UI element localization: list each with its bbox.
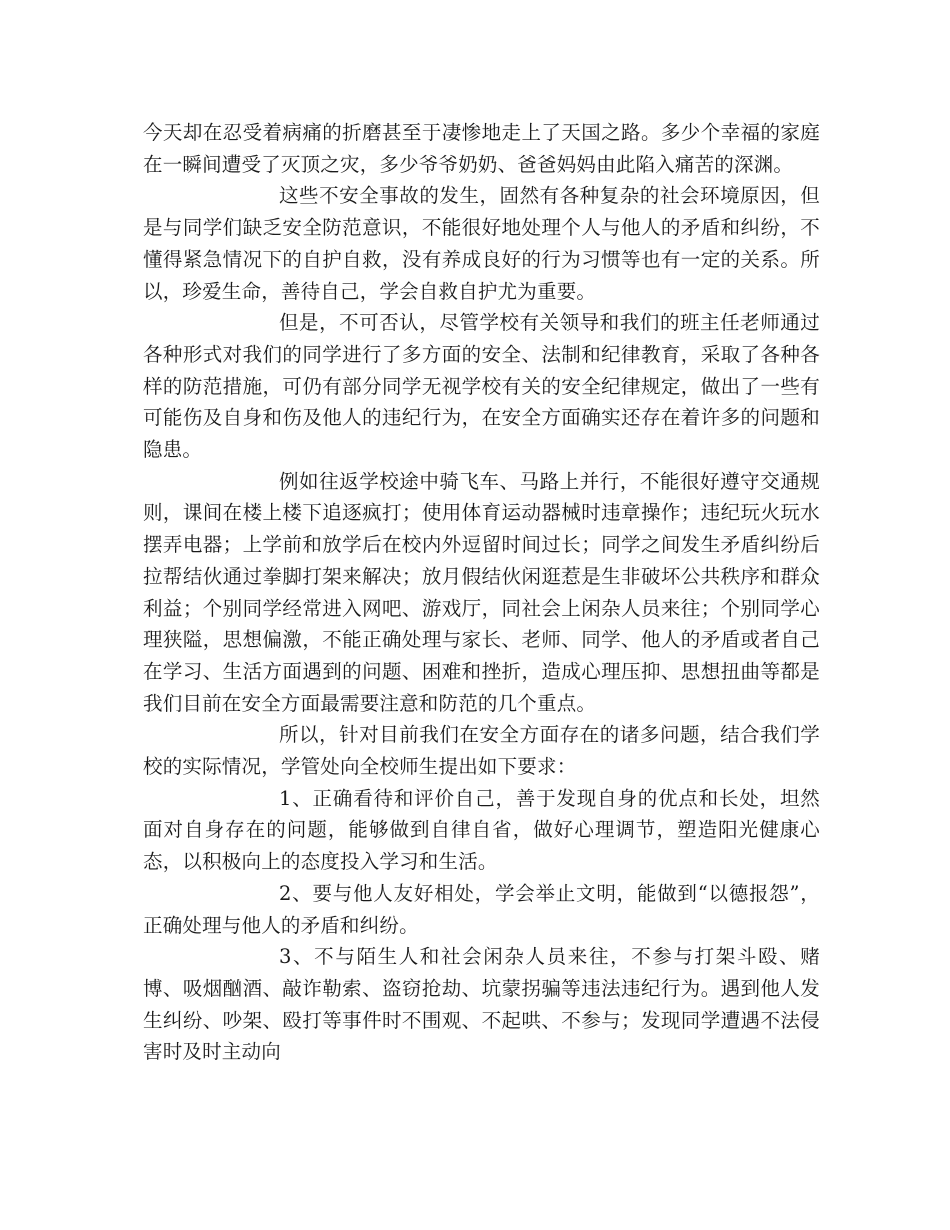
paragraph: 2、要与他人友好相处，学会举止文明，能做到“以德报怨”，正确处理与他人的矛盾和纠纷。	[143, 881, 820, 937]
paragraph: 所以，针对目前我们在安全方面存在的诸多问题，结合我们学校的实际情况，学管处向全校师生提出如下要求：	[143, 723, 820, 779]
paragraph: 这些不安全事故的发生，固然有各种复杂的社会环境原因，但是与同学们缺乏安全防范意识，不能很好地处理个人与他人的矛盾和纠纷，不懂得紧急情况下的自护自救，没有养成良好的行为习惯等也有一定的关系。所以，珍爱生命，善待自己，学会自救自护尤为重要。	[143, 184, 820, 303]
paragraph: 3、不与陌生人和社会闲杂人员来往，不参与打架斗殴、赌博、吸烟酗酒、敲诈勒索、盗窃抢劫、坑蒙拐骗等违法违纪行为。遇到他人发生纠纷、吵架、殴打等事件时不围观、不起哄、不参与；发现同学遭遇不法侵害时及时主动向	[143, 945, 820, 1064]
document-body	[143, 117, 820, 1068]
paragraph: 但是，不可否认，尽管学校有关领导和我们的班主任老师通过各种形式对我们的同学进行了多方面的安全、法制和纪律教育，采取了各种各样的防范措施，可仍有部分同学无视学校有关的安全纪律规定，做出了一些有可能伤及自身和伤及他人的违纪行为，在安全方面确实还存在着许多的问题和隐患。	[143, 311, 820, 462]
paragraph: 今天却在忍受着病痛的折磨甚至于凄惨地走上了天国之路。多少个幸福的家庭在一瞬间遭受了灭顶之灾，多少爷爷奶奶、爸爸妈妈由此陷入痛苦的深渊。	[143, 121, 820, 176]
paragraph: 1、正确看待和评价自己，善于发现自身的优点和长处，坦然面对自身存在的问题，能够做到自律自省，做好心理调节，塑造阳光健康心态，以积极向上的态度投入学习和生活。	[143, 786, 820, 874]
paragraph: 例如往返学校途中骑飞车、马路上并行，不能很好遵守交通规则，课间在楼上楼下追逐疯打；使用体育运动器械时违章操作；违纪玩火玩水摆弄电器；上学前和放学后在校内外逗留时间过长；同学之间发生矛盾纠纷后拉帮结伙通过拳脚打架来解决；放月假结伙闲逛惹是生非破坏公共秩序和群众利益；个别同学经常进入网吧、游戏厅，同社会上闲杂人员来往；个别同学心理狭隘，思想偏激，不能正确处理与家长、老师、同学、他人的矛盾或者自己在学习、生活方面遇到的问题、困难和挫折，造成心理压抑、思想扭曲等都是我们目前在安全方面最需要注意和防范的几个重点。	[143, 469, 820, 715]
